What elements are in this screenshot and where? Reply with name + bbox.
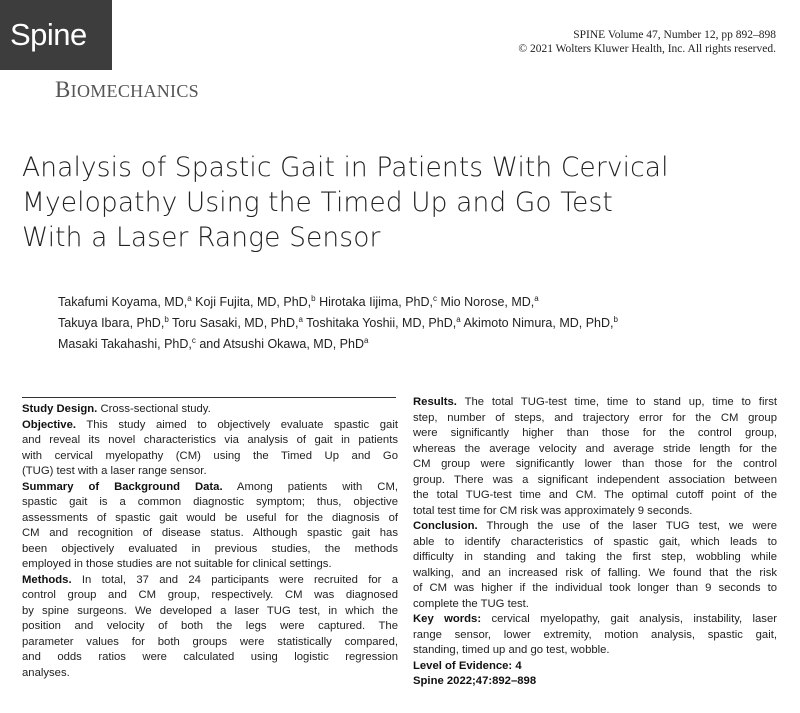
text-line: were significantly higher than those for the control group,	[413, 427, 777, 439]
affiliation-mark: c	[433, 294, 438, 303]
affiliation-mark: a	[364, 336, 369, 346]
journal-info	[518, 28, 776, 56]
study-design-label: Study Design.	[22, 403, 98, 415]
text-line: difficulty in standing and taking the first step, wobbling while	[413, 551, 777, 563]
methods-paragraph	[22, 573, 398, 682]
author-name: and Atsushi Okawa, MD, PhD	[195, 337, 365, 352]
text-line: the total TUG-test time and CM. The optimal cutoff point of the	[413, 489, 777, 501]
author-name: Koji Fujita, MD, PhD,	[191, 295, 312, 310]
text-line: with cervical myelopathy (CM) using the Timed Up and Go	[22, 449, 398, 462]
background-label: Summary of Background Data.	[22, 480, 223, 493]
affiliation-mark: b	[613, 315, 618, 325]
author-name: Mio Norose, MD,	[437, 295, 535, 310]
text-line: This study aimed to objectively evaluate spastic gait	[76, 418, 398, 431]
article-title	[22, 150, 782, 255]
text-line: spastic gait is a common diagnostic symptom; thus, objective	[22, 496, 398, 508]
text-line: and reveal its novel characteristics via analysis of gait in patients	[22, 434, 398, 446]
methods-label: Methods.	[22, 573, 72, 586]
text-line: group. There was a significant independent association between	[413, 473, 777, 486]
author-name: Toru Sasaki, MD, PhD,	[168, 316, 299, 331]
level-value: 4	[512, 659, 522, 672]
author-name: Hirotaka Iijima, PhD,	[315, 295, 434, 310]
text-line: Among patients with CM,	[222, 480, 398, 493]
conclusion-label: Conclusion.	[413, 520, 478, 532]
affiliation-mark: a	[187, 294, 192, 303]
text-line: total test time for CM risk was approximately 9 seconds.	[413, 504, 693, 517]
citation-text: Spine 2022;47:892–898	[413, 675, 537, 687]
text-line: able to identify characteristics of spastic gait, which leads to	[413, 535, 777, 548]
study-design-paragraph	[22, 402, 398, 418]
section-heading-cap: B	[55, 77, 71, 102]
section-heading	[55, 77, 199, 103]
objective-label: Objective.	[22, 418, 76, 431]
affiliation-mark: c	[191, 336, 196, 346]
affiliation-mark: a	[534, 294, 539, 303]
level-label: Level of Evidence:	[413, 659, 513, 672]
text-line: In total, 37 and 24 participants were recruited for a	[71, 573, 398, 586]
text-line: cervical myelopathy, gait analysis, instability, laser	[481, 613, 777, 625]
title-line: Myelopathy Using the Timed Up and Go Test	[22, 187, 613, 218]
abstract-left-column	[22, 402, 398, 681]
author-line	[58, 311, 778, 332]
study-design-text: Cross-sectional study.	[97, 403, 211, 415]
text-line: and odds ratios were calculated using logistic regression	[22, 651, 398, 663]
text-line: standing, timed up and go test, wobble.	[413, 644, 610, 656]
text-line: complete the TUG test.	[413, 597, 529, 610]
results-paragraph	[413, 395, 777, 519]
author-line	[58, 290, 778, 311]
journal-volume-line: SPINE Volume 47, Number 12, pp 892–898	[573, 29, 776, 41]
level-of-evidence	[413, 659, 777, 675]
conclusion-paragraph	[413, 519, 777, 612]
author-name: Akimoto Nimura, MD, PhD,	[460, 316, 614, 331]
background-paragraph	[22, 480, 398, 573]
section-heading-rest: IOMECHANICS	[70, 81, 199, 101]
title-line: Analysis of Spastic Gait in Patients With Cervical	[22, 152, 669, 183]
text-line: of CM was higher if the individual took longer than 9 seconds to	[413, 582, 777, 594]
author-list	[58, 290, 778, 353]
citation	[413, 674, 777, 690]
text-line: employed in those studies are not suitable for clinical settings.	[22, 558, 332, 570]
copyright-line: © 2021 Wolters Kluwer Health, Inc. All rights reserved.	[518, 43, 776, 55]
abstract-right-column	[413, 395, 777, 690]
text-line: range sensor, lower extremity, motion analysis, spastic gait,	[413, 628, 777, 641]
author-line	[58, 332, 778, 353]
text-line: step, number of steps, and trajectory error for the CM group	[413, 411, 777, 424]
text-line: control group and CM group, respectively. CM was diagnosed	[22, 589, 398, 601]
text-line: been objectively evaluated in previous studies, the methods	[22, 542, 398, 555]
text-line: assessments of spastic gait would be useful for the diagnosis of	[22, 511, 398, 524]
author-name: Toshitaka Yoshii, MD, PhD,	[302, 316, 457, 331]
text-line: position and velocity of both the legs were captured. The	[22, 620, 398, 632]
text-line: walking, and an increased risk of falling. We found that the risk	[413, 566, 777, 579]
text-line: Through the use of the laser TUG test, we were	[477, 520, 777, 532]
text-line: CM group were significantly lower than those for the control	[413, 458, 777, 470]
affiliation-mark: b	[164, 315, 169, 325]
objective-paragraph	[22, 418, 398, 480]
results-label: Results.	[413, 396, 457, 408]
text-line: whereas the average velocity and average stride length for the	[413, 442, 777, 455]
keywords-paragraph	[413, 612, 777, 659]
text-line: (TUG) test with a laser range sensor.	[22, 465, 207, 477]
author-name: Takafumi Koyama, MD,	[58, 295, 188, 310]
author-name: Masaki Takahashi, PhD,	[58, 337, 192, 352]
text-line: CM and recognition of disease status. Although spastic gait has	[22, 527, 398, 539]
abstract-divider	[22, 397, 396, 398]
keywords-label: Key words:	[413, 613, 482, 625]
text-line: by spine surgeons. We developed a laser TUG test, in which the	[22, 604, 398, 617]
affiliation-mark: a	[298, 315, 303, 325]
affiliation-mark: b	[311, 294, 316, 303]
text-line: analyses.	[22, 666, 70, 679]
text-line: The total TUG-test time, time to stand up, time to first	[456, 396, 777, 408]
author-name: Takuya Ibara, PhD,	[58, 316, 165, 331]
title-line: With a Laser Range Sensor	[22, 222, 381, 253]
text-line: parameter values for both groups were statistically compared,	[22, 635, 398, 648]
affiliation-mark: a	[456, 315, 461, 325]
journal-logo: Spine	[0, 0, 112, 70]
